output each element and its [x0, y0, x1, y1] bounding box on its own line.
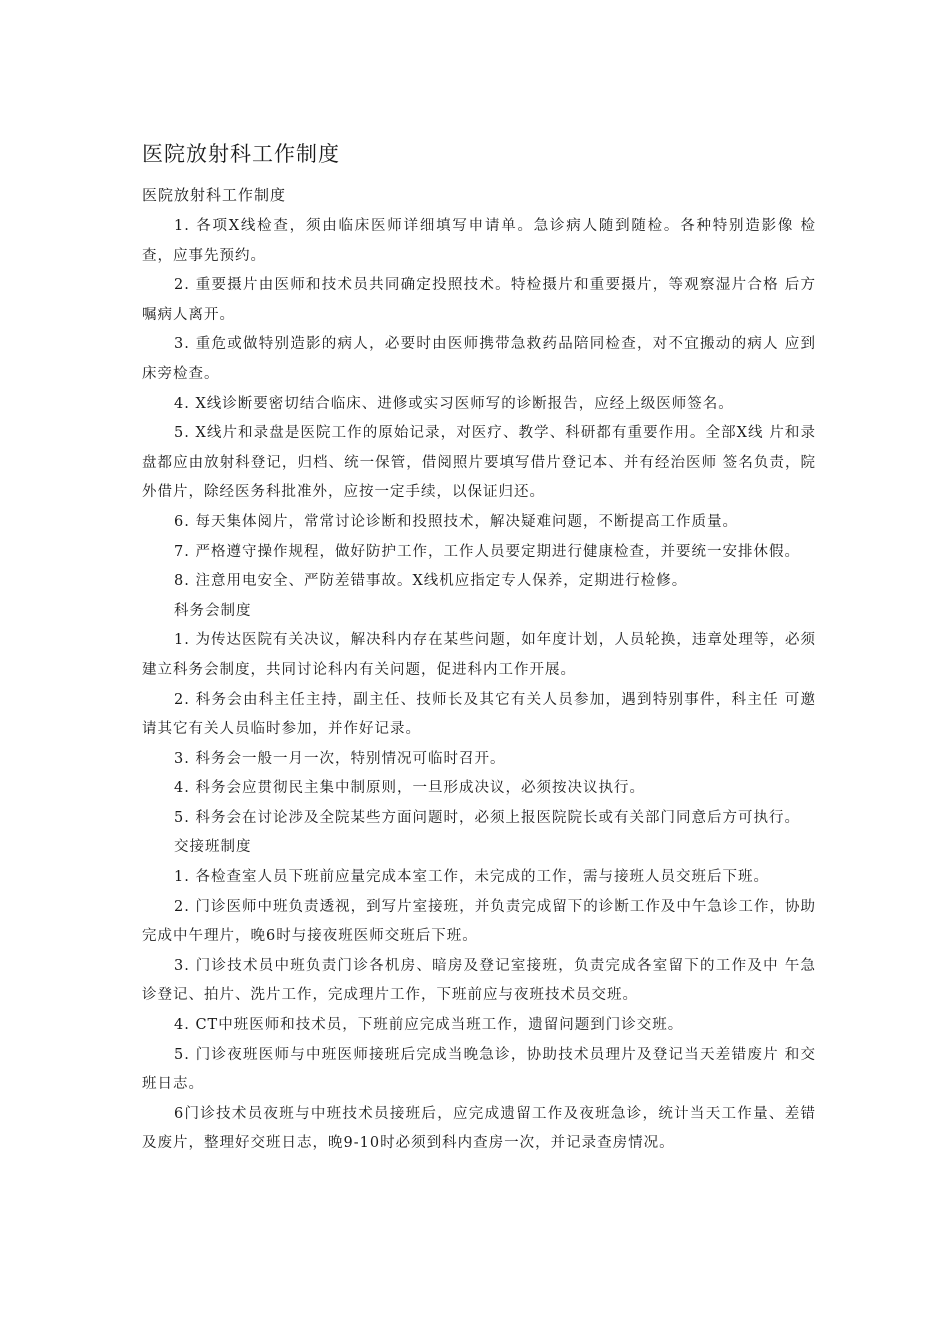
- document-title: 医院放射科工作制度: [142, 142, 340, 166]
- section-heading-department-meeting: 科务会制度: [174, 602, 252, 619]
- list-item: 3. 重危或做特别造影的病人，必要时由医师携带急救药品陪同检查，对不宜搬动的病人 应到床旁检查。: [142, 336, 816, 382]
- list-item: 1. 为传达医院有关决议，解决科内存在某些问题，如年度计划，人员轮换，违章处理等，必须建立科务会制度，共同讨论科内有关问题，促进科内工作开展。: [142, 632, 816, 678]
- list-item: 4. CT中班医师和技术员，下班前应完成当班工作，遗留问题到门诊交班。: [174, 1017, 684, 1034]
- list-item: 5. 科务会在讨论涉及全院某些方面问题时，必须上报医院院长或有关部门同意后方可执行。: [174, 809, 800, 826]
- list-item: 4. X线诊断要密切结合临床、进修或实习医师写的诊断报告，应经上级医师签名。: [174, 395, 734, 412]
- list-item: 6. 每天集体阅片，常常讨论诊断和投照技术，解决疑难问题，不断提高工作质量。: [174, 513, 738, 530]
- list-item: 3. 科务会一般一月一次，特别情况可临时召开。: [174, 750, 506, 767]
- list-item: 6门诊技术员夜班与中班技术员接班后，应完成遗留工作及夜班急诊，统计当天工作量、差错及废片，整理好交班日志，晚9-10时必须到科内查房一次，并记录查房情况。: [142, 1105, 816, 1152]
- list-item: 5. 门诊夜班医师与中班医师接班后完成当晚急诊，协助技术员理片及登记当天差错废片 和交班日志。: [142, 1046, 816, 1093]
- list-item: 4. 科务会应贯彻民主集中制原则，一旦形成决议，必须按决议执行。: [174, 780, 645, 797]
- list-item: 3. 门诊技术员中班负责门诊各机房、暗房及登记室接班，负责完成各室留下的工作及中 午急诊登记、拍片、洗片工作，完成理片工作，下班前应与夜班技术员交班。: [142, 957, 816, 1004]
- list-item: 2. 科务会由科主任主持，副主任、技师长及其它有关人员参加，遇到特别事件，科主任 可邀请其它有关人员临时参加，并作好记录。: [142, 691, 816, 738]
- list-item: 2. 门诊医师中班负责透视，到写片室接班，并负责完成留下的诊断工作及中午急诊工作，协助完成中午理片，晚6时与接夜班医师交班后下班。: [142, 898, 816, 945]
- list-item: 1. 各检查室人员下班前应量完成本室工作，未完成的工作，需与接班人员交班后下班。: [174, 869, 769, 886]
- section-heading-shift-handover: 交接班制度: [174, 839, 252, 856]
- list-item: 8. 注意用电安全、严防差错事故。X线机应指定专人保养，定期进行检修。: [174, 573, 688, 590]
- list-item: 7. 严格遵守操作规程，做好防护工作，工作人员要定期进行健康检查，并要统一安排休假。: [174, 543, 800, 560]
- document-subtitle: 医院放射科工作制度: [142, 186, 287, 204]
- list-item: 1. 各项X线检查，须由临床医师详细填写申请单。急诊病人随到随检。各种特别造影像 检查，应事先预约。: [142, 218, 816, 264]
- list-item: 5. X线片和录盘是医院工作的原始记录，对医疗、教学、科研都有重要作用。全部X线 片和录盘都应由放射科登记，归档、统一保管，借阅照片要填写借片登记本、并有经治医师 签名负责，院外借片，除经医务科批准外，应按一定手续，以保证归还。: [142, 425, 816, 501]
- list-item: 2. 重要摄片由医师和技术员共同确定投照技术。特检摄片和重要摄片，等观察湿片合格 后方嘱病人离开。: [142, 277, 816, 323]
- document-body: [142, 212, 816, 1159]
